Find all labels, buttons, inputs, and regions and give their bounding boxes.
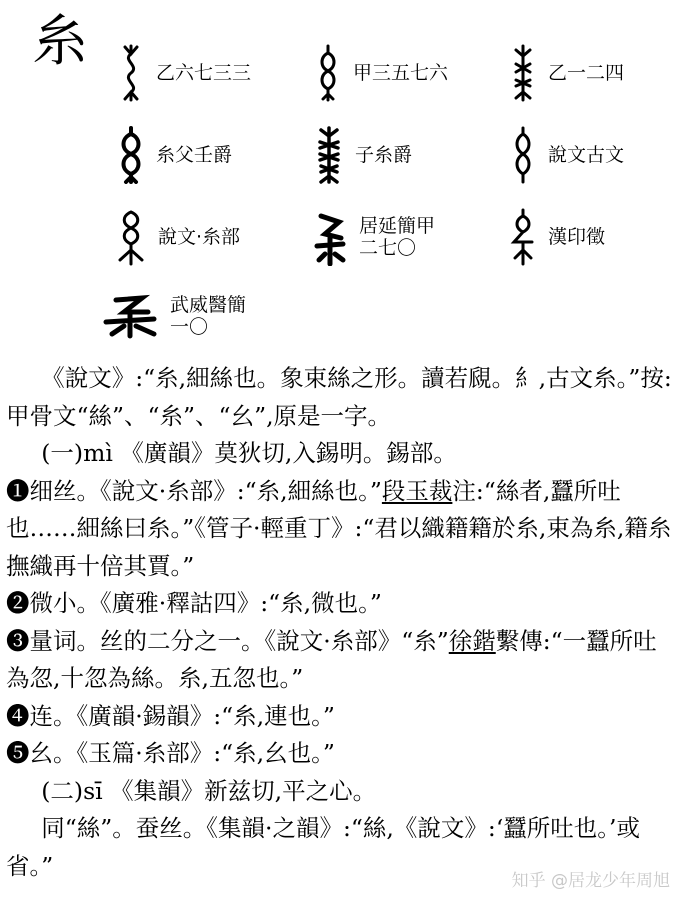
sense-3 — [6, 623, 678, 698]
glyph-forms-grid — [0, 0, 684, 345]
oracle-glyph-icon — [118, 44, 144, 102]
form-label: 乙一二四 — [548, 62, 625, 84]
guwen-glyph-icon — [510, 126, 536, 184]
sense-1-part-b: 注:“絲者,蠶所吐也……細絲曰糸。”《管子·輕重丁》:“君以織籍籍於糸,束為糸,籍糸撫織再十倍其賈。” — [6, 476, 672, 580]
person-xu-kai: 徐鍇 — [448, 626, 496, 655]
han-seal-glyph-icon — [510, 208, 536, 266]
form-label: 說文古文 — [548, 144, 625, 166]
form-label: 武威醫簡 一〇 — [170, 294, 247, 338]
form-label: 糸父壬爵 — [156, 144, 233, 166]
sense-4: ❹连。《廣韻·錫韻》:“糸,連也。” — [6, 701, 335, 730]
form-label: 漢印徵 — [548, 226, 606, 248]
form-oracle-1 — [118, 44, 251, 102]
form-label: 居延簡甲 二七〇 — [359, 215, 436, 259]
watermark: 知乎 @居龙少年周旭 — [511, 871, 670, 891]
shuowen-quote: 《說文》:“糸,細絲也。象束絲之形。讀若覛。糹,古文糸。”按:甲骨文“絲”、“糸”、“幺”,原是一字。 — [6, 364, 672, 430]
form-label: 子糸爵 — [355, 144, 413, 166]
form-bamboo-1 — [313, 208, 435, 266]
sense-3-part-b: 繫傳:“一蠶所吐為忽,十忽為絲。糸,五忽也。” — [6, 626, 657, 692]
bronze-glyph-icon — [315, 126, 343, 184]
definition-text — [6, 360, 678, 885]
form-bronze-2 — [315, 126, 412, 184]
form-label: 乙六七三三 — [156, 62, 252, 84]
form-label: 說文·糸部 — [158, 226, 241, 248]
reading-mi: (一)mì 《廣韻》莫狄切,入錫明。錫部。 — [41, 439, 457, 467]
sense-3-part-a: ❸量词。丝的二分之一。《說文·糸部》“糸” — [6, 626, 449, 655]
oracle-glyph-icon — [510, 44, 536, 102]
head-character: 糸 — [32, 9, 88, 74]
reading-si: (二)sī 《集韻》新兹切,平之心。 — [41, 776, 377, 805]
form-han-seal — [510, 208, 605, 266]
form-guwen — [510, 126, 624, 184]
bronze-glyph-icon — [118, 126, 144, 184]
form-bamboo-2 — [102, 292, 246, 340]
form-bronze-1 — [118, 126, 232, 184]
form-oracle-3 — [510, 44, 624, 102]
person-duan-yucai: 段玉裁 — [381, 476, 453, 505]
form-label: 甲三五七六 — [353, 62, 449, 84]
sense-2: ❷微小。《廣雅·釋詁四》:“糸,微也。” — [6, 589, 382, 617]
seal-glyph-icon — [116, 208, 146, 266]
clerical-glyph-icon — [313, 208, 347, 266]
oracle-glyph-icon — [315, 44, 341, 102]
sense-1-part-a: ❶细丝。《說文·糸部》:“糸,細絲也。” — [6, 476, 382, 505]
form-oracle-2 — [315, 44, 448, 102]
sense-5: ❺幺。《玉篇·糸部》:“糸,幺也。” — [6, 739, 335, 767]
sense-6: 同“絲”。蚕丝。《集韻·之韻》:“絲,《說文》:‘蠶所吐也。’或省。” — [6, 814, 641, 880]
sense-1 — [6, 473, 678, 586]
form-seal — [116, 208, 240, 266]
cursive-glyph-icon — [102, 292, 158, 340]
